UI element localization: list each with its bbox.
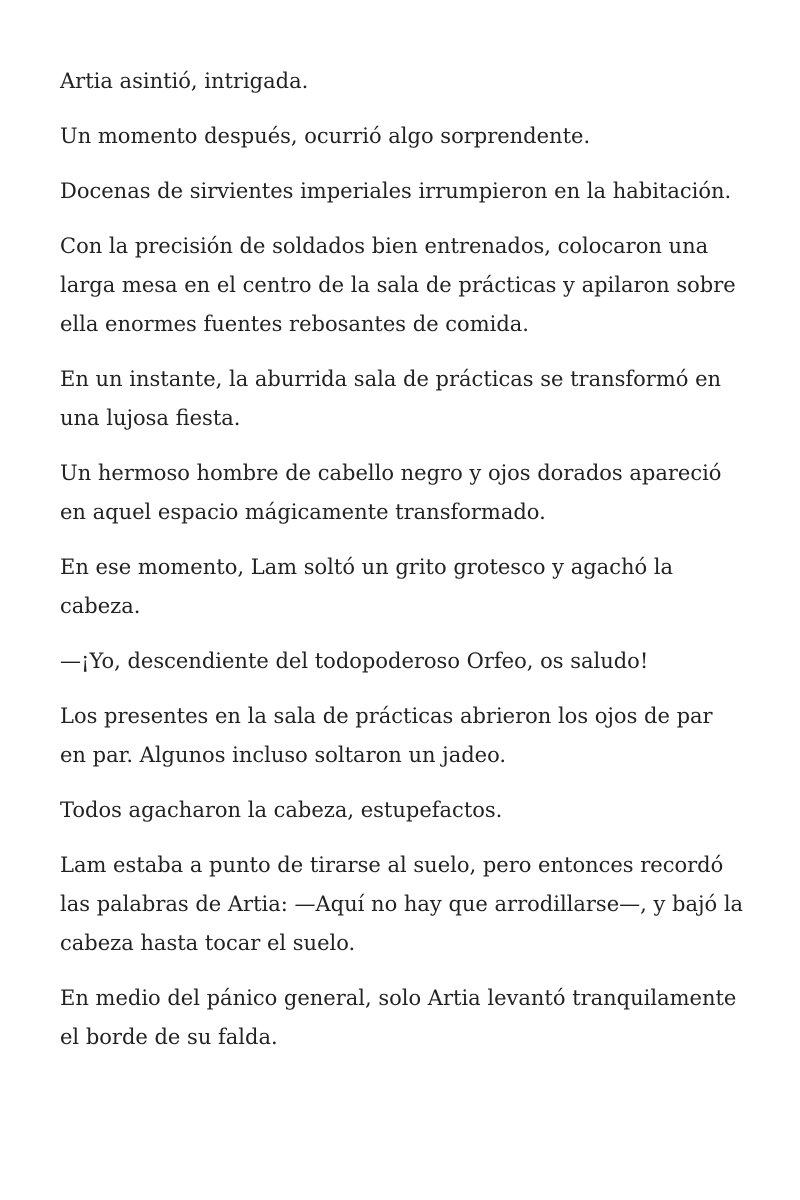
paragraph: —¡Yo, descendiente del todopoderoso Orfeo, os saludo! bbox=[60, 649, 649, 673]
paragraph: Artia asintió, intrigada. bbox=[60, 69, 309, 93]
paragraph: Un momento después, ocurrió algo sorprendente. bbox=[60, 124, 591, 148]
paragraph: Todos agacharon la cabeza, estupefactos. bbox=[60, 798, 503, 822]
paragraph: Con la precisión de soldados bien entrenados, colocaron una larga mesa en el centro de la sala de prácticas y apilaron sobre ella enormes fuentes rebosantes de comida. bbox=[60, 234, 736, 336]
paragraph: Los presentes en la sala de prácticas abrieron los ojos de par en par. Algunos incluso soltaron un jadeo. bbox=[60, 704, 713, 767]
paragraph: Lam estaba a punto de tirarse al suelo, pero entonces recordó las palabras de Artia: —Aquí no hay que arrodillarse—, y bajó la cabeza hasta tocar el suelo. bbox=[60, 853, 744, 955]
paragraph: En medio del pánico general, solo Artia levantó tranquilamente el borde de su falda. bbox=[60, 986, 737, 1049]
paragraph: Un hermoso hombre de cabello negro y ojos dorados apareció en aquel espacio mágicamente transformado. bbox=[60, 461, 722, 524]
paragraph: En ese momento, Lam soltó un grito grotesco y agachó la cabeza. bbox=[60, 555, 674, 618]
paragraph: En un instante, la aburrida sala de prácticas se transformó en una lujosa fiesta. bbox=[60, 367, 722, 430]
paragraph: Docenas de sirvientes imperiales irrumpieron en la habitación. bbox=[60, 179, 732, 203]
